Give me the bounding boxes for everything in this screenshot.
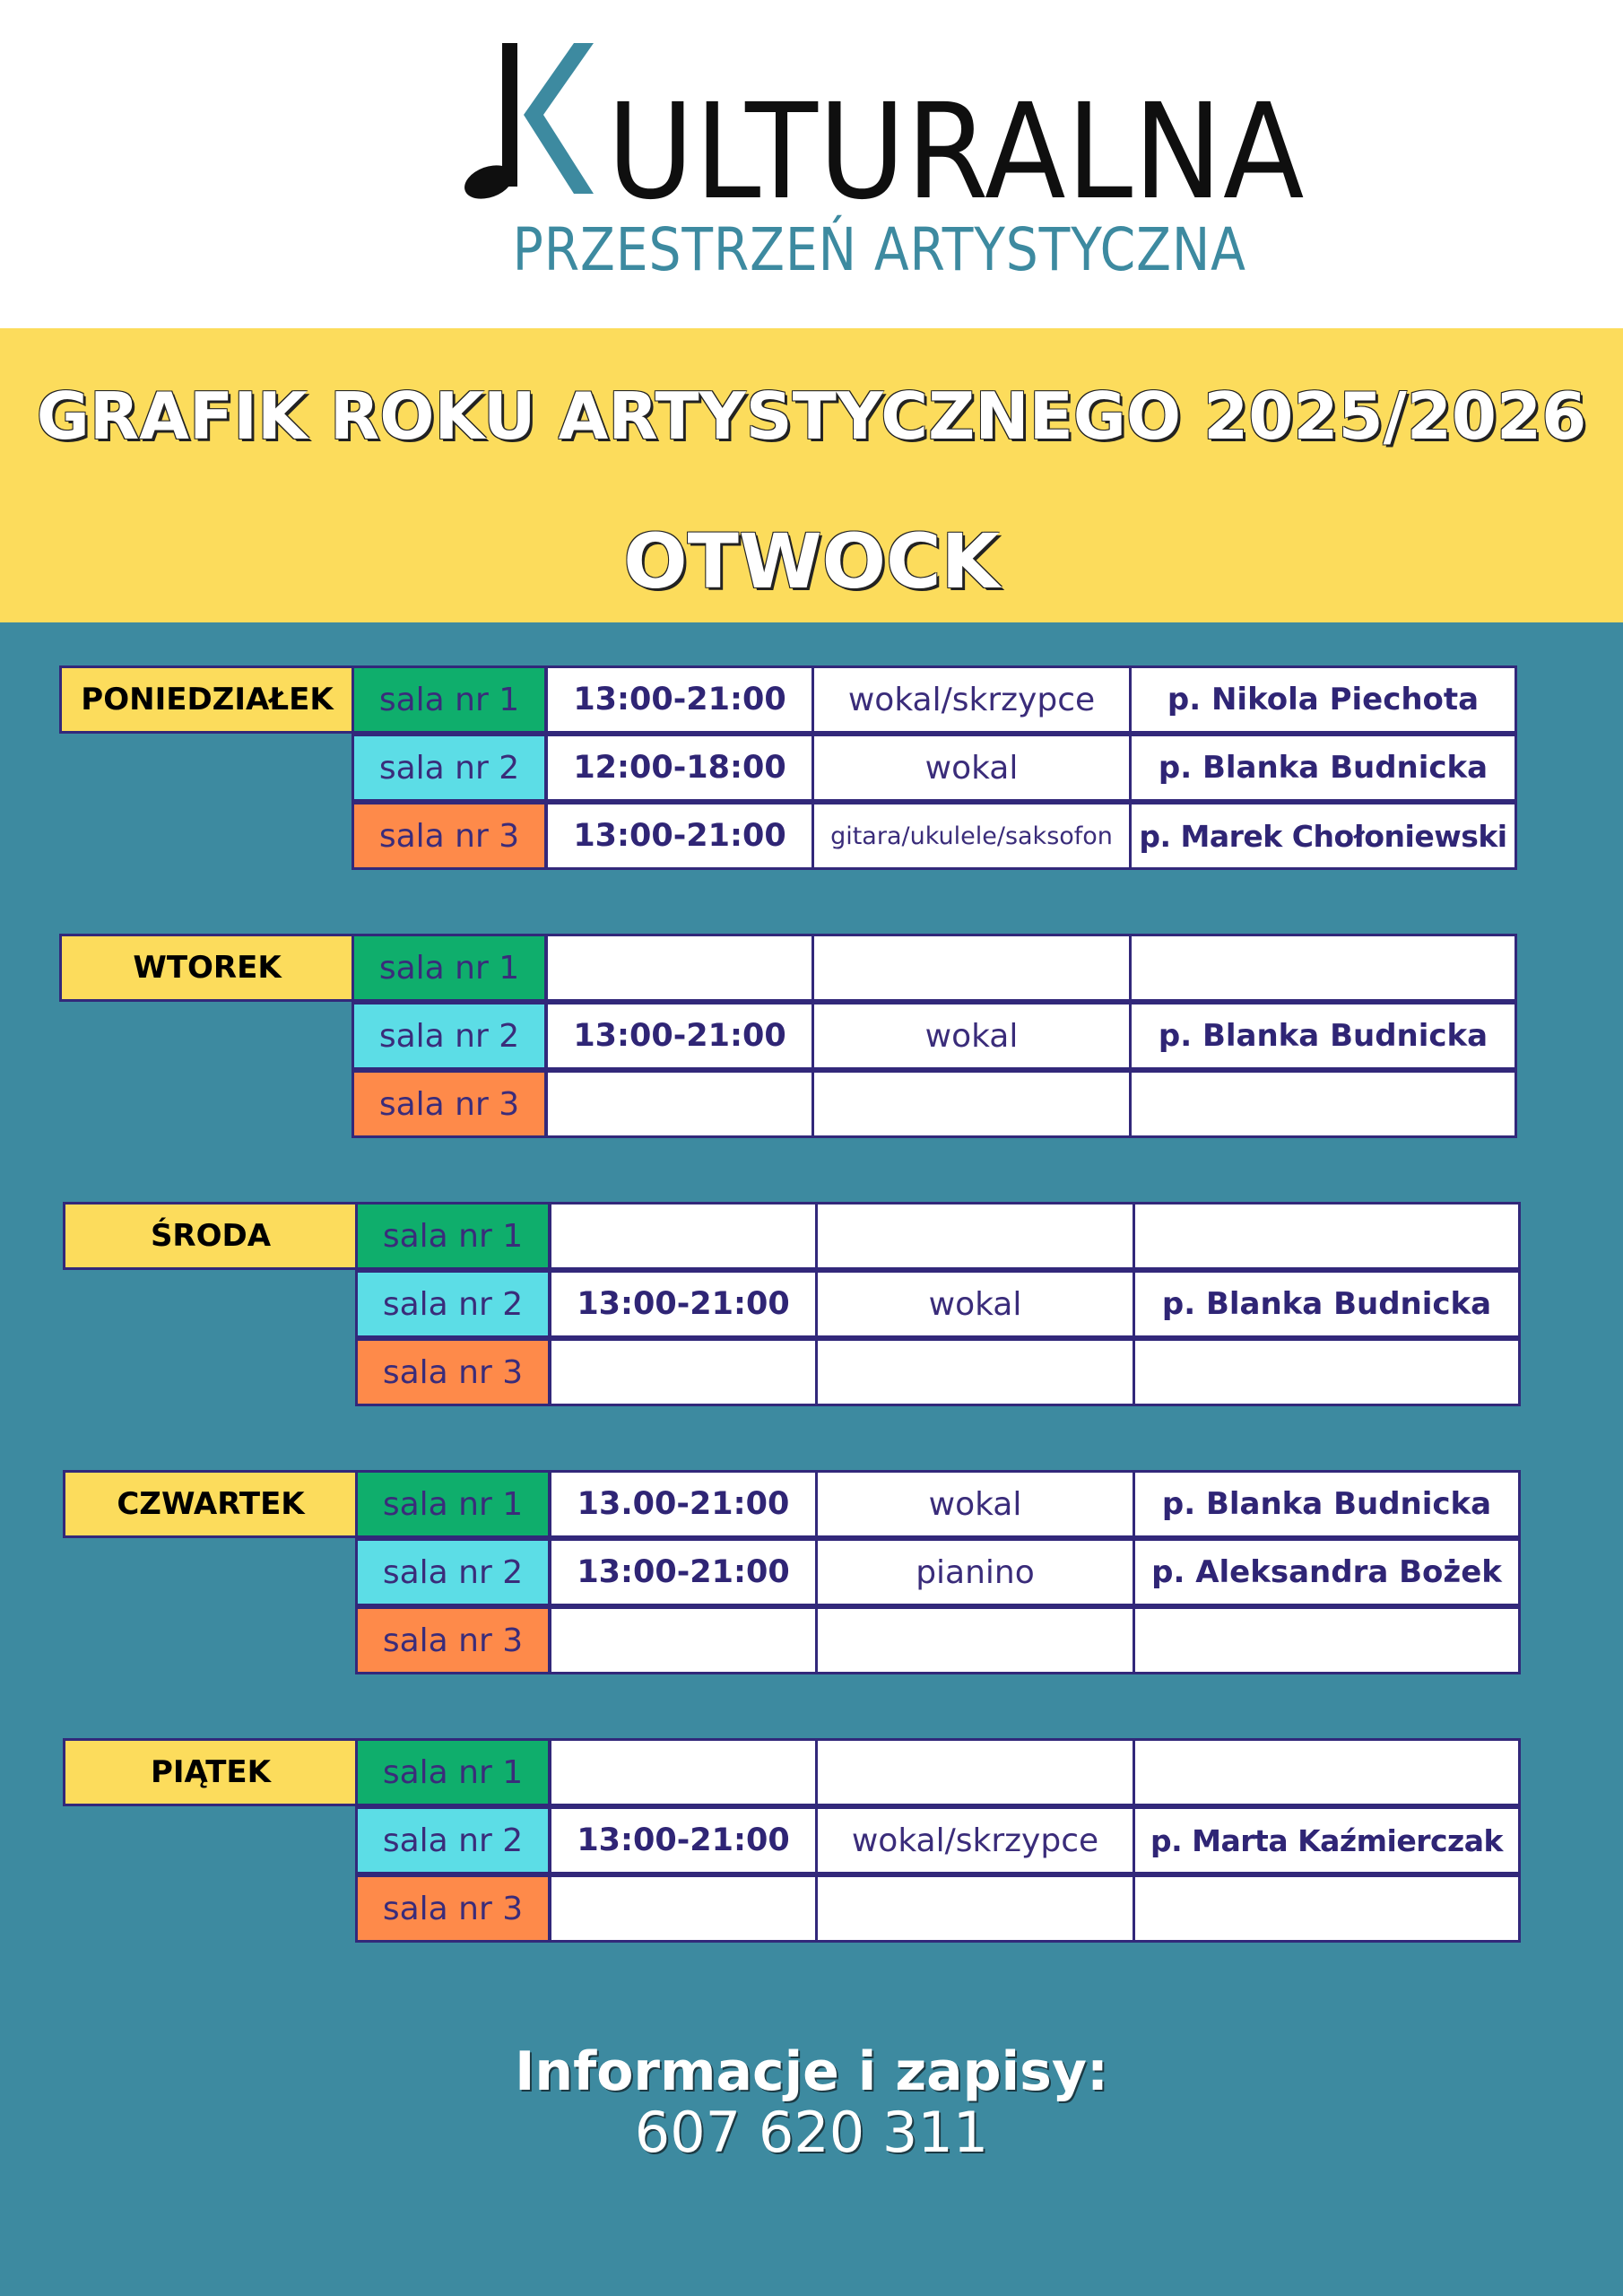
time-cell: 13:00-21:00 bbox=[545, 1002, 814, 1070]
time-cell bbox=[545, 934, 814, 1002]
activity-cell: gitara/ukulele/saksofon bbox=[812, 802, 1132, 870]
activity-cell: wokal bbox=[815, 1470, 1135, 1538]
info-label: Informacje i zapisy: bbox=[515, 2040, 1108, 2103]
room-cell: sala nr 3 bbox=[355, 1338, 551, 1406]
room-cell: sala nr 2 bbox=[355, 1806, 551, 1874]
schedule-title: GRAFIK ROKU ARTYSTYCZNEGO 2025/2026 bbox=[36, 378, 1587, 454]
activity-cell: wokal/skrzypce bbox=[815, 1806, 1135, 1874]
time-cell: 13.00-21:00 bbox=[549, 1470, 818, 1538]
activity-cell bbox=[812, 1070, 1132, 1138]
city-name: OTWOCK bbox=[623, 517, 1000, 605]
time-cell bbox=[545, 1070, 814, 1138]
time-cell bbox=[549, 1338, 818, 1406]
teacher-cell: p. Marta Kaźmierczak bbox=[1133, 1806, 1521, 1874]
logo-subtitle: PRZESTRZEŃ ARTYSTYCZNA bbox=[512, 215, 1246, 284]
activity-cell bbox=[815, 1738, 1135, 1806]
teacher-cell bbox=[1133, 1202, 1521, 1270]
teacher-cell bbox=[1133, 1338, 1521, 1406]
day-label: CZWARTEK bbox=[63, 1470, 359, 1538]
info-phone: 607 620 311 bbox=[634, 2100, 989, 2165]
time-cell bbox=[549, 1738, 818, 1806]
time-cell bbox=[549, 1874, 818, 1943]
activity-cell bbox=[815, 1606, 1135, 1674]
kulturalna-logo bbox=[457, 36, 1306, 305]
room-cell: sala nr 1 bbox=[355, 1202, 551, 1270]
teacher-cell: p. Marek Chołoniewski bbox=[1129, 802, 1517, 870]
day-label: ŚRODA bbox=[63, 1202, 359, 1270]
teacher-cell: p. Nikola Piechota bbox=[1129, 665, 1517, 734]
teacher-cell: p. Blanka Budnicka bbox=[1133, 1270, 1521, 1338]
activity-cell: pianino bbox=[815, 1538, 1135, 1606]
room-cell: sala nr 2 bbox=[355, 1538, 551, 1606]
day-label: PONIEDZIAŁEK bbox=[59, 665, 355, 734]
teacher-cell: p. Blanka Budnicka bbox=[1129, 734, 1517, 802]
activity-cell: wokal bbox=[812, 1002, 1132, 1070]
day-label: WTOREK bbox=[59, 934, 355, 1002]
teacher-cell: p. Aleksandra Bożek bbox=[1133, 1538, 1521, 1606]
activity-cell: wokal/skrzypce bbox=[812, 665, 1132, 734]
teacher-cell: p. Blanka Budnicka bbox=[1133, 1470, 1521, 1538]
time-cell: 12:00-18:00 bbox=[545, 734, 814, 802]
header bbox=[0, 0, 1623, 328]
room-cell: sala nr 3 bbox=[352, 802, 547, 870]
teacher-cell bbox=[1133, 1738, 1521, 1806]
teacher-cell: p. Blanka Budnicka bbox=[1129, 1002, 1517, 1070]
time-cell: 13:00-21:00 bbox=[549, 1806, 818, 1874]
time-cell bbox=[549, 1202, 818, 1270]
teacher-cell bbox=[1133, 1874, 1521, 1943]
activity-cell: wokal bbox=[815, 1270, 1135, 1338]
day-label: PIĄTEK bbox=[63, 1738, 359, 1806]
activity-cell bbox=[815, 1874, 1135, 1943]
title-banner bbox=[0, 328, 1623, 622]
room-cell: sala nr 2 bbox=[352, 734, 547, 802]
room-cell: sala nr 1 bbox=[355, 1470, 551, 1538]
teacher-cell bbox=[1129, 934, 1517, 1002]
teacher-cell bbox=[1133, 1606, 1521, 1674]
activity-cell: wokal bbox=[812, 734, 1132, 802]
room-cell: sala nr 3 bbox=[355, 1606, 551, 1674]
time-cell: 13:00-21:00 bbox=[545, 665, 814, 734]
activity-cell bbox=[815, 1202, 1135, 1270]
room-cell: sala nr 1 bbox=[355, 1738, 551, 1806]
room-cell: sala nr 1 bbox=[352, 934, 547, 1002]
time-cell: 13:00-21:00 bbox=[549, 1538, 818, 1606]
activity-cell bbox=[815, 1338, 1135, 1406]
time-cell bbox=[549, 1606, 818, 1674]
time-cell: 13:00-21:00 bbox=[545, 802, 814, 870]
logo-wordmark: ULTURALNA bbox=[607, 75, 1306, 229]
teacher-cell bbox=[1129, 1070, 1517, 1138]
logo-k-note-mark bbox=[457, 36, 610, 206]
room-cell: sala nr 2 bbox=[355, 1270, 551, 1338]
room-cell: sala nr 3 bbox=[352, 1070, 547, 1138]
room-cell: sala nr 2 bbox=[352, 1002, 547, 1070]
room-cell: sala nr 1 bbox=[352, 665, 547, 734]
room-cell: sala nr 3 bbox=[355, 1874, 551, 1943]
activity-cell bbox=[812, 934, 1132, 1002]
time-cell: 13:00-21:00 bbox=[549, 1270, 818, 1338]
